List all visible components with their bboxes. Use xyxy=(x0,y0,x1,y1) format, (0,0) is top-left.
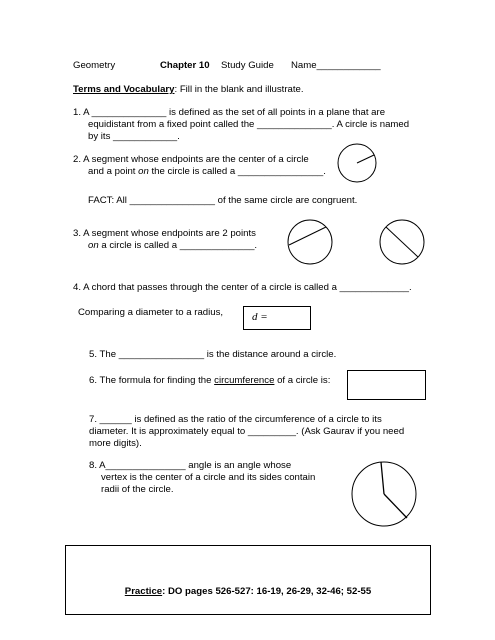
q3-line2 xyxy=(88,240,257,252)
q2-line2-a: and a point xyxy=(88,166,139,177)
q3-line2-b: a circle is called a ______________. xyxy=(98,240,258,251)
q6-text-em: circumference xyxy=(214,375,275,386)
terms-heading: Terms and Vocabulary xyxy=(73,84,175,95)
central-angle-figure xyxy=(350,460,420,530)
terms-instruction: : Fill in the blank and illustrate. xyxy=(174,84,304,95)
header-guide: Study Guide xyxy=(221,60,274,71)
q8-line2: vertex is the center of a circle and its sides contain xyxy=(101,472,316,483)
q6-text-a: 6. The formula for finding the xyxy=(89,375,215,386)
header-subject: Geometry xyxy=(73,60,116,71)
formula-box xyxy=(243,306,311,330)
formula-box-text: d = xyxy=(252,311,268,323)
q6-text-b: of a circle is: xyxy=(274,375,331,386)
q1-line3: by its ____________. xyxy=(88,131,180,142)
q8-line3: radii of the circle. xyxy=(101,484,174,495)
terms-heading-line xyxy=(73,84,304,96)
q7-line3: more digits). xyxy=(89,438,142,449)
q2-line2-b: the circle is called a ________________. xyxy=(148,166,326,177)
q4-line: 4. A chord that passes through the center of a circle is called a _____________. xyxy=(73,282,412,293)
circumference-formula-box xyxy=(347,370,426,400)
practice-text: : DO pages 526-527: 16-19, 26-29, 32-46; 52-55 xyxy=(162,586,372,597)
q6-line xyxy=(89,375,330,387)
diameter-circle-figure xyxy=(378,218,426,266)
chord-circle-figure xyxy=(286,218,334,266)
compare-label: Comparing a diameter to a radius, xyxy=(78,307,224,318)
header-name-field: Name____________ xyxy=(291,60,381,71)
header-chapter: Chapter 10 xyxy=(160,60,210,71)
practice-line xyxy=(66,586,430,598)
q1-line2: equidistant from a fixed point called the ______________. A circle is named xyxy=(88,119,410,130)
q2-line1: 2. A segment whose endpoints are the center of a circle xyxy=(73,154,309,165)
q1-line1: 1. A ______________ is defined as the set of all points in a plane that are xyxy=(73,107,386,118)
q3-line2-em: on xyxy=(88,240,99,251)
fact-line: FACT: All ________________ of the same circle are congruent. xyxy=(88,195,358,206)
radius-circle-figure xyxy=(336,142,380,186)
practice-label: Practice xyxy=(124,586,163,597)
q8-line1: 8. A_______________ angle is an angle whose xyxy=(89,460,292,471)
q2-line2 xyxy=(88,166,326,178)
q5-line: 5. The ________________ is the distance around a circle. xyxy=(89,349,337,360)
q7-line1: 7. ______ is defined as the ratio of the circumference of a circle to its xyxy=(89,414,382,425)
practice-box xyxy=(65,545,431,615)
q3-line1: 3. A segment whose endpoints are 2 points xyxy=(73,228,256,239)
q7-line2: diameter. It is approximately equal to _________. (Ask Gaurav if you need xyxy=(89,426,405,437)
q2-line2-em: on xyxy=(138,166,149,177)
